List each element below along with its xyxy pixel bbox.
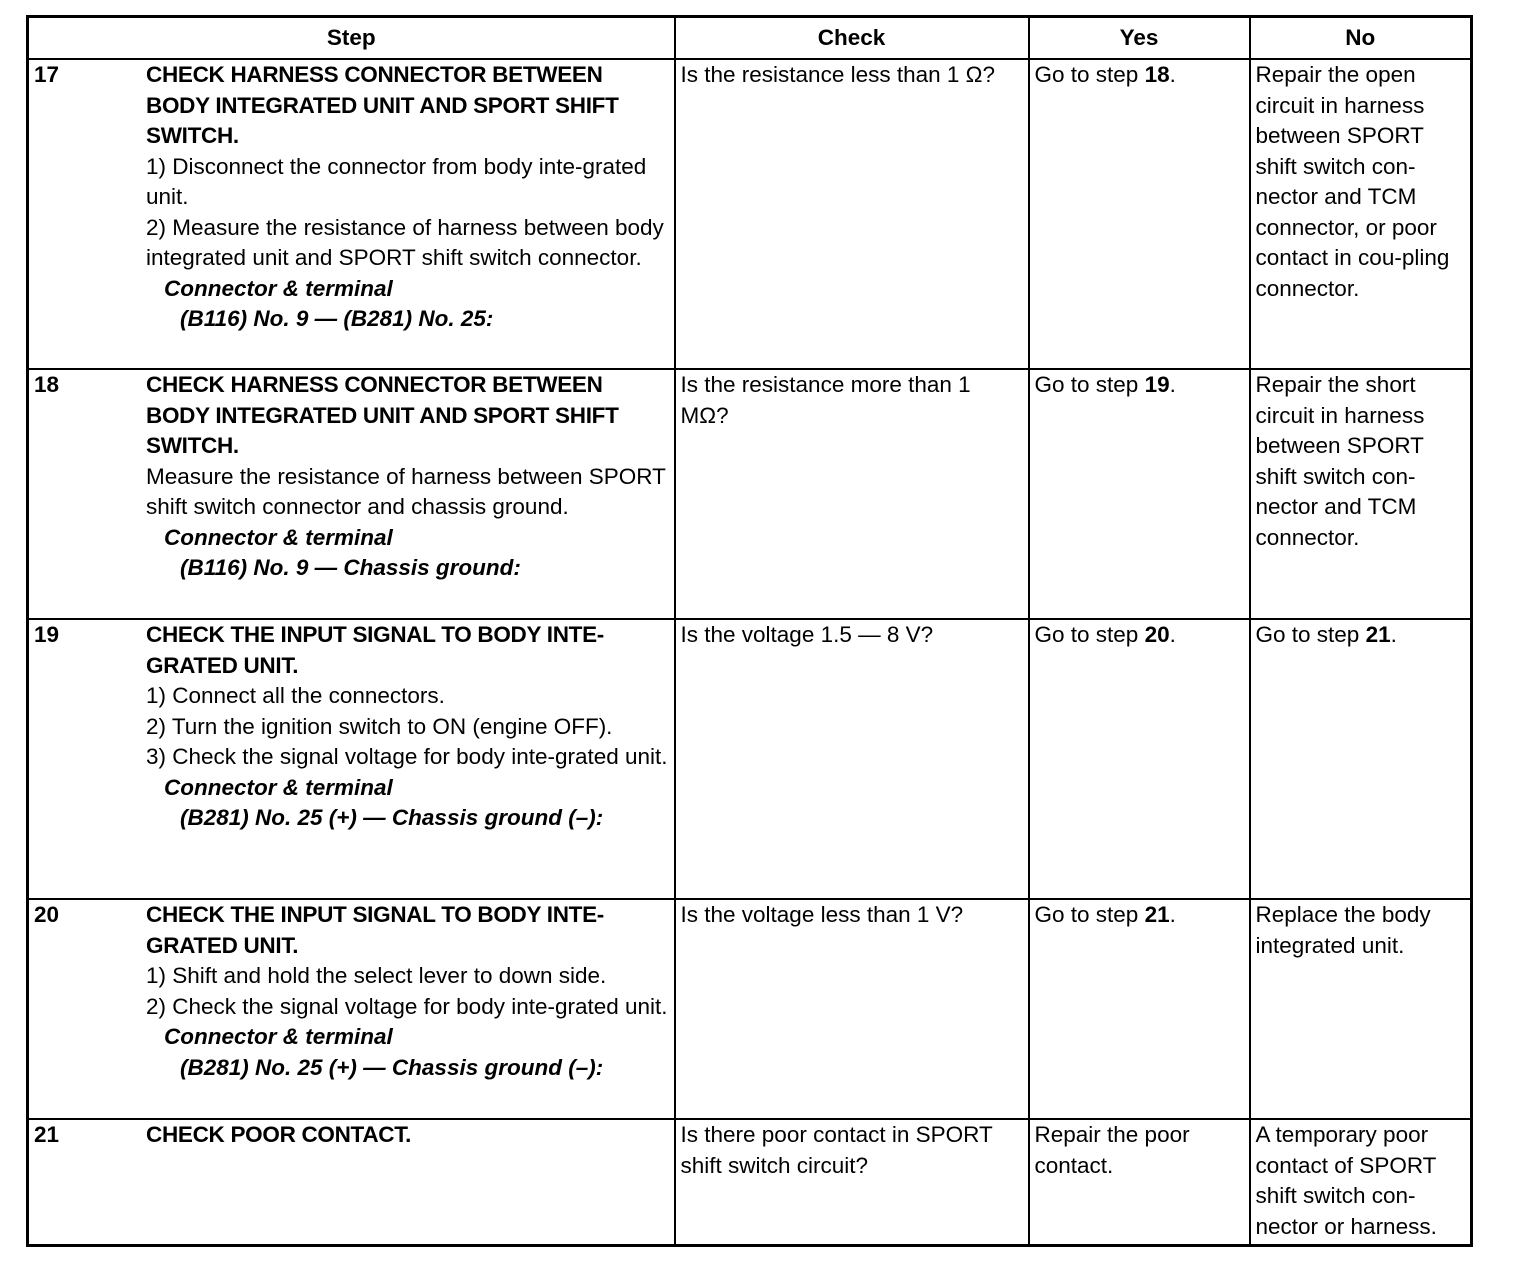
- check-cell: Is the resistance less than 1 Ω?: [675, 59, 1029, 369]
- no-goto-text: Go to step: [1255, 622, 1366, 647]
- check-cell: Is the voltage less than 1 V?: [675, 899, 1029, 1119]
- table-row: [28, 1119, 1472, 1246]
- connector-terminal-label: Connector & terminal: [164, 1024, 393, 1049]
- step-number: 20: [34, 902, 60, 927]
- diagnostic-table: [26, 15, 1473, 1247]
- step-cell: [28, 59, 675, 369]
- step-cell: [28, 369, 675, 619]
- check-cell: Is there poor contact in SPORT shift switch circuit?: [675, 1119, 1029, 1246]
- step-title: CHECK HARNESS CONNECTOR BETWEEN BODY INTEGRATED UNIT AND SPORT SHIFT SWITCH.: [146, 372, 619, 458]
- yes-goto-step: 18: [1144, 62, 1170, 87]
- yes-goto-step: 19: [1144, 372, 1170, 397]
- yes-goto-text: Go to step: [1034, 62, 1145, 87]
- header-no: No: [1250, 17, 1472, 60]
- connector-terminal-value: (B116) No. 9 — (B281) No. 25:: [180, 306, 494, 331]
- step-number: 17: [34, 62, 60, 87]
- no-cell: A temporary poor contact of SPORT shift switch con-nector or harness.: [1250, 1119, 1472, 1246]
- no-cell: Replace the body integrated unit.: [1250, 899, 1472, 1119]
- no-cell: [1250, 619, 1472, 899]
- yes-cell: [1029, 619, 1250, 899]
- step-number: 19: [34, 622, 60, 647]
- yes-cell: [1029, 899, 1250, 1119]
- no-goto-suffix: .: [1390, 622, 1397, 647]
- yes-goto-suffix: .: [1169, 62, 1176, 87]
- check-cell: Is the resistance more than 1 MΩ?: [675, 369, 1029, 619]
- step-cell: [28, 1119, 675, 1246]
- step-instruction: 1) Disconnect the connector from body inte-grated unit.: [146, 153, 647, 209]
- yes-goto-suffix: .: [1169, 902, 1176, 927]
- step-instruction: 1) Shift and hold the select lever to down side.: [146, 963, 607, 988]
- yes-goto-text: Go to step: [1034, 902, 1145, 927]
- connector-terminal-label: Connector & terminal: [164, 524, 393, 550]
- header-yes: Yes: [1029, 17, 1250, 60]
- yes-cell: [1029, 59, 1250, 369]
- connector-terminal-label: Connector & terminal: [164, 774, 393, 800]
- connector-terminal-value: (B281) No. 25 (+) — Chassis ground (–):: [180, 805, 604, 830]
- step-title: CHECK THE INPUT SIGNAL TO BODY INTE-GRATED UNIT.: [146, 622, 604, 678]
- no-goto-step: 21: [1365, 622, 1391, 647]
- yes-goto-suffix: .: [1169, 372, 1176, 397]
- header-row: [28, 17, 1472, 60]
- yes-cell: Repair the poor contact.: [1029, 1119, 1250, 1246]
- step-instruction: 2) Measure the resistance of harness between body integrated unit and SPORT shift switch connector.: [146, 214, 664, 270]
- step-title: CHECK HARNESS CONNECTOR BETWEEN BODY INTEGRATED UNIT AND SPORT SHIFT SWITCH.: [146, 62, 619, 148]
- step-instruction: Measure the resistance of harness between SPORT shift switch connector and chassis ground.: [146, 463, 666, 519]
- no-cell: Repair the short circuit in harness between SPORT shift switch con-nector and TCM connector.: [1250, 369, 1472, 619]
- step-cell: [28, 899, 675, 1119]
- header-check: Check: [675, 17, 1029, 60]
- step-number: 18: [34, 372, 60, 397]
- connector-terminal-value: (B116) No. 9 — Chassis ground:: [180, 555, 521, 580]
- step-number: 21: [34, 1122, 60, 1147]
- table-row: [28, 369, 1472, 619]
- yes-goto-step: 21: [1144, 902, 1170, 927]
- table-row: [28, 619, 1472, 899]
- step-instruction: 3) Check the signal voltage for body inte-grated unit.: [146, 744, 668, 769]
- step-instruction: 2) Check the signal voltage for body inte-grated unit.: [146, 993, 668, 1019]
- connector-terminal-value: (B281) No. 25 (+) — Chassis ground (–):: [180, 1054, 604, 1080]
- table-row: [28, 59, 1472, 369]
- step-instruction: 2) Turn the ignition switch to ON (engine OFF).: [146, 713, 613, 739]
- header-step: Step: [28, 17, 675, 60]
- check-cell: Is the voltage 1.5 — 8 V?: [675, 619, 1029, 899]
- step-cell: [28, 619, 675, 899]
- step-title: CHECK POOR CONTACT.: [146, 1122, 412, 1147]
- yes-goto-step: 20: [1144, 622, 1170, 647]
- no-cell: Repair the open circuit in harness between SPORT shift switch con-nector and TCM connector, or poor contact in cou-pling connector.: [1250, 59, 1472, 369]
- table-row: [28, 899, 1472, 1119]
- connector-terminal-label: Connector & terminal: [164, 275, 393, 301]
- yes-cell: [1029, 369, 1250, 619]
- step-title: CHECK THE INPUT SIGNAL TO BODY INTE-GRATED UNIT.: [146, 902, 604, 958]
- yes-goto-suffix: .: [1169, 622, 1176, 647]
- step-instruction: 1) Connect all the connectors.: [146, 683, 445, 708]
- yes-goto-text: Go to step: [1034, 622, 1145, 647]
- yes-goto-text: Go to step: [1034, 372, 1145, 397]
